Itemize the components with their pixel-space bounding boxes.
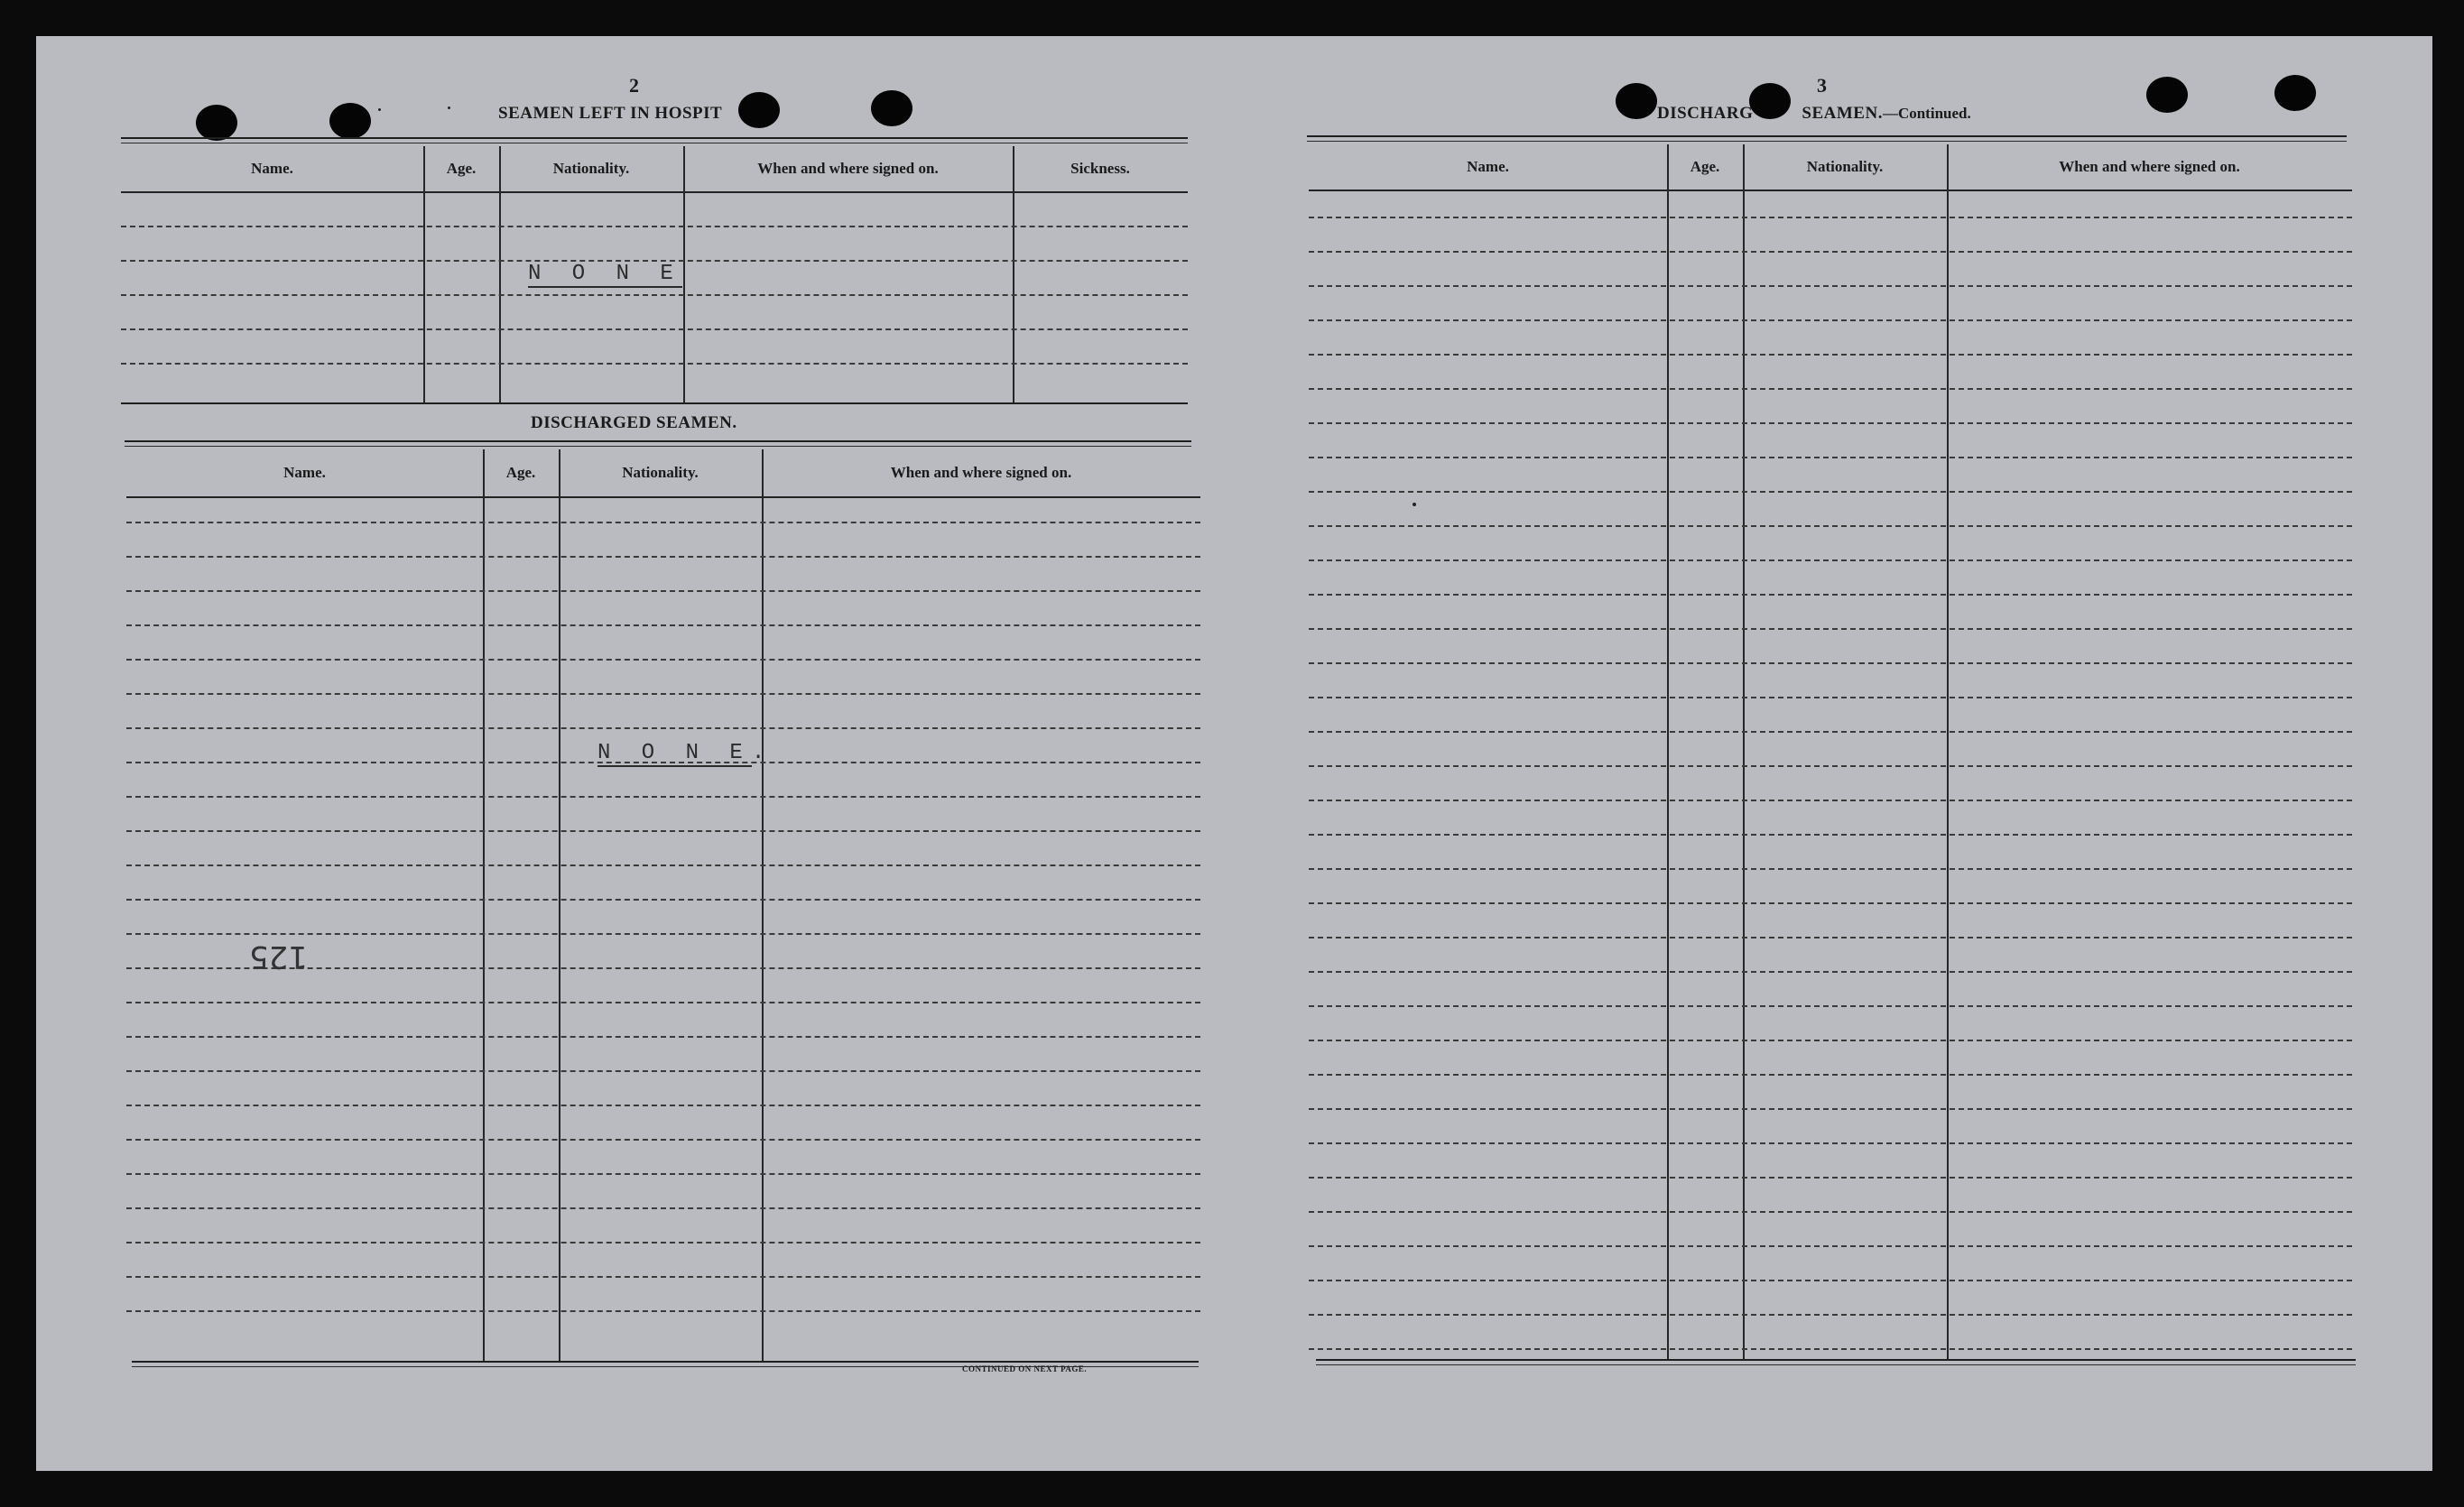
ruled-line [1309,491,2352,493]
hospital-top-rule [121,137,1188,139]
col-header-name: Name. [251,160,293,177]
paper-speck [378,108,381,111]
ruled-line [1309,422,2352,424]
ruled-line [1309,1005,2352,1007]
handwritten-number: 125 [249,938,308,975]
ruled-line [1309,697,2352,698]
ruled-line [126,796,1200,798]
ruled-line [1309,1074,2352,1076]
ruled-line [126,933,1200,935]
ruled-line [126,1207,1200,1209]
ruled-line [126,1070,1200,1072]
ruled-line [1309,1040,2352,1041]
col-header-signed-on: When and where signed on. [757,160,939,177]
ruled-line [1309,217,2352,218]
col-header-nationality: Nationality. [552,160,630,177]
ruled-line [1309,868,2352,870]
col-header-age: Age. [446,160,477,177]
col-header-nationality: Nationality. [1806,158,1884,175]
title-continued: —Continued. [1882,105,1971,122]
ruled-line [126,1002,1200,1003]
ruled-line [1309,457,2352,458]
col-header-sickness: Sickness. [1070,160,1130,177]
right-bottom-rule [1316,1359,2356,1361]
discharged-table [126,449,1200,1361]
punch-hole [871,90,912,126]
ruled-line [1309,354,2352,356]
ruled-line [126,727,1200,729]
col-header-name: Name. [283,464,326,481]
ruled-line [1309,1177,2352,1179]
page-number-right: 3 [1817,74,1828,97]
ruled-line [1309,319,2352,321]
ruled-line [1309,1245,2352,1247]
ruled-line [1309,800,2352,801]
col-header-name: Name. [1467,158,1509,175]
discharged-continued-title [1657,104,1971,124]
title-part-right: SEAMEN. [1802,104,1883,123]
discharged-top-rule [125,440,1191,442]
ruled-line [1309,765,2352,767]
paper-speck [448,106,450,109]
discharged-none-entry: N O N E. [597,741,774,765]
ruled-line [126,590,1200,592]
document-sheet [36,36,2432,1471]
col-header-signed-on: When and where signed on. [890,464,1072,481]
ruled-line [126,1105,1200,1106]
punch-hole [329,103,371,139]
col-header-age: Age. [505,464,536,481]
ruled-line [126,693,1200,695]
hospital-table-header [121,146,1188,193]
right-top-rule-2 [1307,141,2347,142]
paper-speck [1413,503,1416,506]
page-number-left: 2 [629,74,640,97]
ruled-line [126,899,1200,901]
ruled-line [1309,628,2352,630]
ruled-line [1309,834,2352,836]
ruled-line [1309,285,2352,287]
col-header-nationality: Nationality. [622,464,699,481]
ruled-line [126,1310,1200,1312]
ruled-line [1309,594,2352,596]
punch-hole [738,92,780,128]
discharged-bottom-rule [132,1361,1199,1363]
punch-hole [196,105,237,141]
ruled-line [1309,388,2352,390]
ruled-line [121,328,1188,330]
ruled-line [126,659,1200,661]
none-period: . [751,741,774,765]
ruled-line [1309,1348,2352,1350]
discharged-top-rule-2 [125,446,1191,447]
hospital-section-title: SEAMEN LEFT IN HOSPIT [498,104,723,123]
ruled-line [126,864,1200,866]
ruled-line [1309,525,2352,527]
ruled-line [1309,1211,2352,1213]
punch-hole [2274,75,2316,111]
ruled-line [126,1139,1200,1141]
ruled-line [121,226,1188,227]
ruled-line [1309,251,2352,253]
punch-hole [2146,77,2188,113]
ruled-line [1309,1108,2352,1110]
ruled-line [1309,1280,2352,1281]
ruled-line [126,1173,1200,1175]
continued-footer: CONTINUED ON NEXT PAGE. [962,1364,1088,1373]
ruled-line [126,830,1200,832]
ruled-line [1309,559,2352,561]
ruled-line [1309,902,2352,904]
ruled-line [126,556,1200,558]
ruled-line [126,624,1200,626]
right-discharged-table [1309,144,2352,1359]
ruled-line [126,522,1200,523]
punch-hole [1616,83,1657,119]
title-part-left: DISCHARG [1657,104,1754,123]
ruled-line [121,363,1188,365]
ruled-line [1309,731,2352,733]
ruled-line [126,1276,1200,1278]
ruled-line [1309,937,2352,938]
column-divider [559,449,560,1361]
column-divider [483,449,485,1361]
ruled-line [126,1242,1200,1244]
ruled-line [1309,971,2352,973]
hospital-none-entry: N O N E [528,262,682,286]
ruled-line [126,1036,1200,1038]
hospital-bottom-rule [121,402,1188,404]
right-top-rule [1307,135,2347,137]
ruled-line [1309,1142,2352,1144]
column-divider [762,449,764,1361]
ruled-line [1309,1314,2352,1316]
discharged-section-title: DISCHARGED SEAMEN. [531,413,737,432]
ruled-line [1309,662,2352,664]
col-header-signed-on: When and where signed on. [2059,158,2240,175]
right-bottom-rule-2 [1316,1364,2356,1365]
col-header-age: Age. [1690,158,1720,175]
discharged-table-header [126,449,1200,498]
ruled-line [121,294,1188,296]
right-table-header [1309,144,2352,191]
